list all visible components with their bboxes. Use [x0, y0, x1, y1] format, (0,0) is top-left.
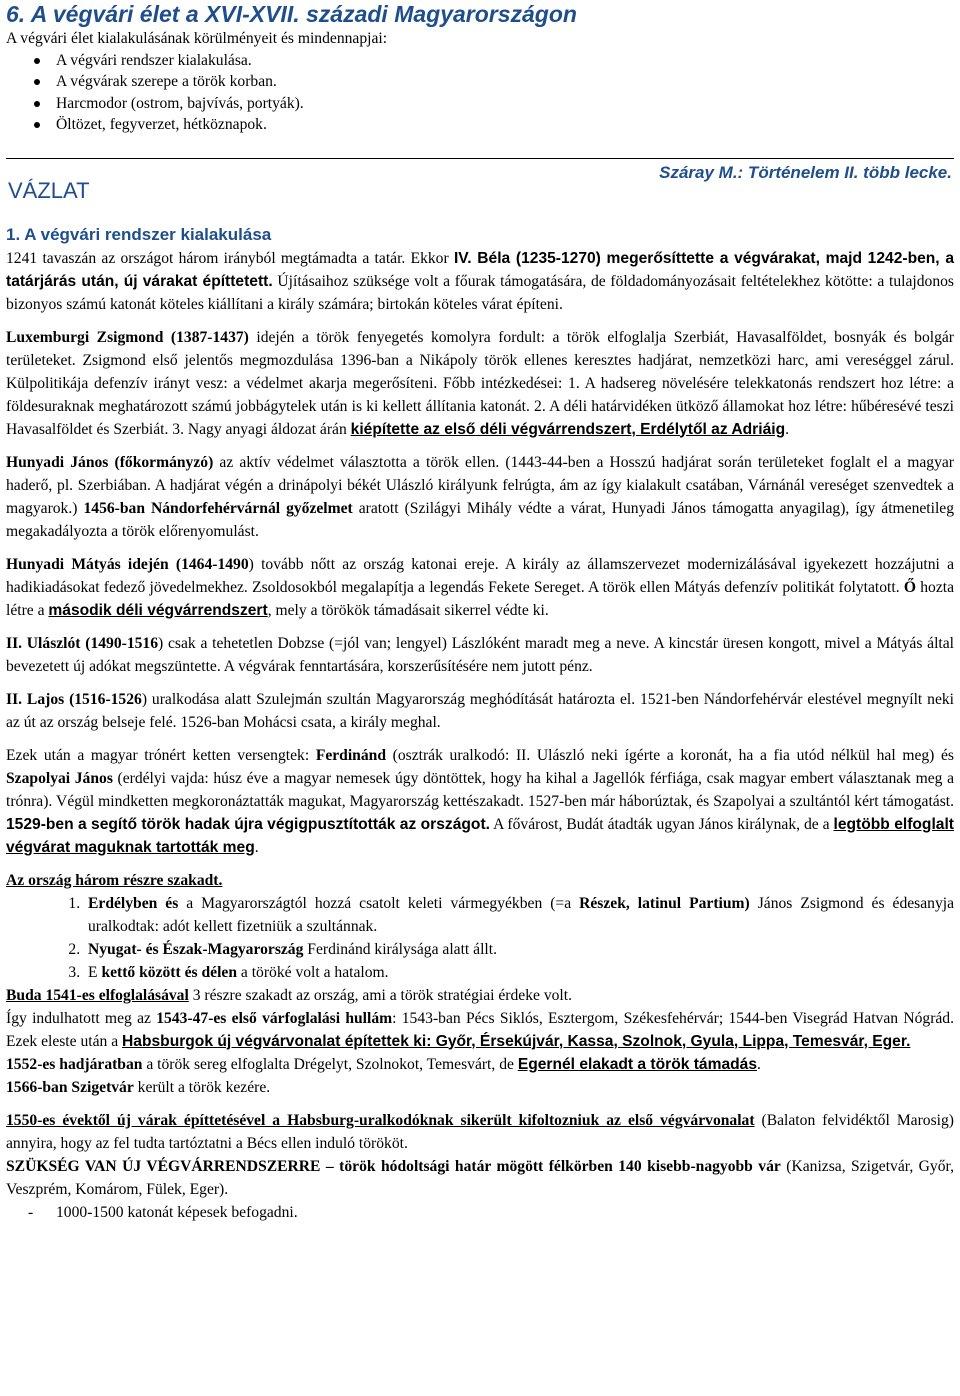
text-run-bold: Ő: [903, 578, 916, 596]
text-run-bold: kiépítette az első déli végvárrendszert, Erdélytől az Adriáig: [350, 420, 786, 438]
text-run: 1000-1500 katonát képesek befogadni.: [56, 1203, 298, 1221]
text-run: (Balaton felvidéktől Marosig) annyira, hogy az fel tudta tartóztatni a Bécs ellen induló törököt.: [6, 1111, 954, 1152]
text-run-bold: IV. Béla (1235-1270) megerősíttette a végvárakat, majd 1242-ben, a tatárjárás után, új várakat építtetett.: [6, 249, 954, 290]
text-run: Ezek után a magyar trónért ketten versengtek:: [6, 746, 316, 764]
paragraph-lajos: [6, 688, 954, 734]
part-item: [84, 938, 954, 961]
text-run: .: [757, 1055, 761, 1073]
paragraph-zsigmond: [6, 326, 954, 441]
paragraph-1552: [6, 1053, 954, 1099]
text-run-bold: 1566-ban Szigetvár: [6, 1078, 134, 1096]
part-item: [84, 892, 954, 938]
outline-label: VÁZLAT: [8, 177, 90, 203]
paragraph-bela: [6, 247, 954, 316]
paragraph-new-system: [6, 1155, 954, 1201]
section-heading: 1. A végvári rendszer kialakulása: [6, 224, 272, 244]
text-run-bold: Egernél elakadt a török támadás: [517, 1055, 758, 1073]
outline-header: [6, 158, 954, 201]
text-run: 1241 tavaszán az országot három irányból megtámadta a tatár. Ekkor: [6, 249, 454, 267]
text-run: Így indulhatott meg az: [6, 1009, 157, 1027]
text-run: János Zsigmond és édesanyja uralkodtak: adót kellett fizetniük a szultánnak.: [88, 894, 955, 935]
text-run-bold: II. Lajos (1516-1526: [6, 690, 142, 708]
text-run: A fővárost, Budát átadták ugyan János királynak, de a: [489, 815, 834, 833]
dash-marker: -: [28, 1203, 34, 1221]
text-run: hozta létre a: [6, 578, 955, 619]
text-run: a török sereg elfoglalta Drégelyt, Szolnokot, Temesvárt, de: [142, 1055, 518, 1073]
text-run-bold: SZÜKSÉG VAN ÚJ VÉGVÁRRENDSZERRE – török hódoltsági határ mögött félkörben 140 kisebb-nagyobb vár: [6, 1157, 781, 1175]
text-run: (erdélyi vajda: húsz éve a magyar nemesek úgy döntöttek, hogy ha kihal a Jagellók férfiága, csak magyar embert választanak meg a trónra). Végül mindketten megkoronáztatták magukat, Magyarország kettészakadt. 1527-ben már háborúztak, és Szapolyai a szultántól kért támogatást.: [6, 769, 954, 810]
paragraph-1550: [6, 1109, 954, 1155]
text-run: (osztrák uralkodó: II. Ulászló neki ígérte a koronát, ha a fia utód nélkül hal meg) és: [386, 746, 954, 764]
paragraph-matyas: [6, 553, 954, 622]
text-run-bold: 1529-ben a segítő török hadak újra végigpusztították az országot.: [6, 815, 490, 833]
text-run: E: [88, 963, 102, 981]
text-run-bold: Részek, latinul Partium): [579, 894, 750, 912]
source-reference: Száray M.: Történelem II. több lecke.: [659, 162, 952, 182]
text-run: (Kanizsa, Szigetvár, Győr, Veszprém, Komárom, Fülek, Eger).: [6, 1157, 954, 1198]
text-run: 3 részre szakadt az ország, ami a török stratégiai érdeke volt.: [188, 986, 572, 1004]
text-run-bold: Erdélyben és: [88, 894, 179, 912]
text-run: , mely a törökök támadásait sikerrel védte ki.: [267, 601, 549, 619]
topic-item: Harcmodor (ostrom, bajvívás, portyák).: [56, 93, 954, 115]
split-heading: Az ország három részre szakadt.: [6, 871, 223, 889]
text-run: aratott (Szilágyi Mihály védte a várat, Hunyadi János támogatta anyagilag), így átmenetileg megakadályozta a török előrenyomulást.: [6, 499, 955, 540]
text-run-bold: Nyugat- és Észak-Magyarország: [88, 940, 304, 958]
topic-item: Öltözet, fegyverzet, hétköznapok.: [56, 114, 954, 136]
text-run-bold: 1543-47-es első várfoglalási hullám: [156, 1009, 393, 1027]
paragraph-ulaszlo: [6, 632, 954, 678]
text-run-bold: II. Ulászlót (1490-1516: [6, 634, 159, 652]
text-run-bold: 1456-ban Nándorfehérvárnál győzelmet: [83, 499, 353, 517]
paragraph-first-wave: [6, 1007, 954, 1053]
topic-item: A végvárak szerepe a török korban.: [56, 71, 954, 93]
dash-list-item: [6, 1201, 954, 1224]
text-run-bold: második déli végvárrendszert: [48, 601, 268, 619]
paragraph-buda: [6, 984, 954, 1007]
text-run: .: [785, 420, 790, 438]
text-run-bold: 1550-es évektől új várak építtetésével a Habsburg-uralkodóknak sikerült kifoltozniuk az első végvárvonalat: [6, 1111, 755, 1129]
text-run-bold: legtöbb elfoglalt végvárat maguknak tartották meg: [6, 815, 954, 856]
text-run: .: [254, 838, 259, 856]
text-run: idején a török fenyegetés komolyra fordult: a török elfoglalja Szerbiát, Havasalföldet, bosnyák és bolgár területeket. Zsigmond első jelentős megmozdulása 1396-ban a Nikápoly török ellenes keresztes hadjárat, nemzetközi harc, ami vereséggel zárul. Külpolitikája defenzív irányt vesz: a védelmet akarja megerősíteni. Főbb intézkedései: 1. A hadsereg növelésére telekkatonás rendszert hoz létre: a földesuraknak meghatározott számú jobbágytelek után is ki kellett állítania katonát. 2. A déli határvidéken ütköző államokat hoz létre: hűbéresévé teszi Havasalföldet és Szerbiát. 3. Nagy anyagi áldozat árán: [6, 328, 954, 438]
text-run: került a török kezére.: [133, 1078, 271, 1096]
text-run: Újításaihoz szüksége volt a főurak támogatására, de földadományozásait feltételekhez kötötte: a tulajdonos bizonyos számú katonát köteles kiállítani a király számára; birtokán köteles várat építeni.: [6, 272, 954, 313]
text-run-bold: 1552-es hadjáratban: [6, 1055, 143, 1073]
text-run: ) csak a tehetetlen Dobzse (=jól van; lengyel) Lászlóként maradt meg a neve. A kincstár üresen kongott, mivel a Mátyás által bevezetett új adókat megszüntette. A végvárak fenntartására, korszerűsítésére nem jutott pénz.: [6, 634, 954, 675]
text-run-bold: Ferdinánd: [315, 746, 386, 764]
paragraph-two-kings: [6, 744, 954, 859]
part-item: [84, 961, 954, 984]
text-run-bold: Buda 1541-es elfoglalásával: [6, 986, 189, 1004]
topic-list: [6, 50, 954, 136]
three-parts-list: [6, 892, 954, 984]
text-run: ) tovább nőtt az ország katonai ereje. A király az államszervezet modernizálásával igyekezett hozzájutni a hadikiadásokat fedező jövedelmekhez. Zsoldosokból megalapítja a legendás Fekete Sereget. A török ellen Mátyás defenzív politikát folytatott.: [6, 555, 954, 596]
text-run-bold: Habsburgok új végvárvonalat építettek ki: Győr, Érsekújvár, Kassa, Szolnok, Gyula, Lippa, Temesvár, Eger.: [122, 1032, 911, 1050]
intro-text: A végvári élet kialakulásának körülményeit és mindennapjai:: [6, 30, 388, 47]
text-run: ) uralkodása alatt Szulejmán szultán Magyarország meghódítását határozta el. 1521-ben Nándorfehérvár elestével megnyílt neki az út az ország belseje felé. 1526-ban Mohácsi csata, a király meghal.: [6, 690, 954, 731]
text-run-bold: Szapolyai János: [6, 769, 113, 787]
text-run: a töröké volt a hatalom.: [237, 963, 389, 981]
topic-item: A végvári rendszer kialakulása.: [56, 50, 954, 72]
text-run-bold: kettő között és délen: [101, 963, 237, 981]
text-run-bold: Hunyadi János (főkormányzó): [6, 453, 214, 471]
text-run: a Magyarországtól hozzá csatolt keleti vármegyékben (=a: [178, 894, 580, 912]
text-run: az aktív védelmet választotta a török ellen. (1443-44-ben a Hosszú hadjárat során területeket foglalt el a magyar haderő, pl. Szerbiában. A hadjárat végén a drinápolyi békét Ulászló királyunk felrúgta, ám az így kialakult csatában, Várnánál vereséget szenvedtek a magyarok.): [6, 453, 954, 517]
paragraph-hunyadi-janos: [6, 451, 954, 543]
page-title: 6. A végvári élet a XVI-XVII. századi Magyarországon: [6, 1, 577, 27]
text-run: : 1543-ban Pécs Siklós, Esztergom, Székesfehérvár; 1544-ben Visegrád Hatvan Nógrád. Ezek eleste után a: [6, 1009, 955, 1050]
text-run-bold: Hunyadi Mátyás idején (1464-1490: [6, 555, 249, 573]
text-run: Ferdinánd királysága alatt állt.: [303, 940, 497, 958]
text-run-bold: Luxemburgi Zsigmond (1387-1437): [6, 328, 249, 346]
